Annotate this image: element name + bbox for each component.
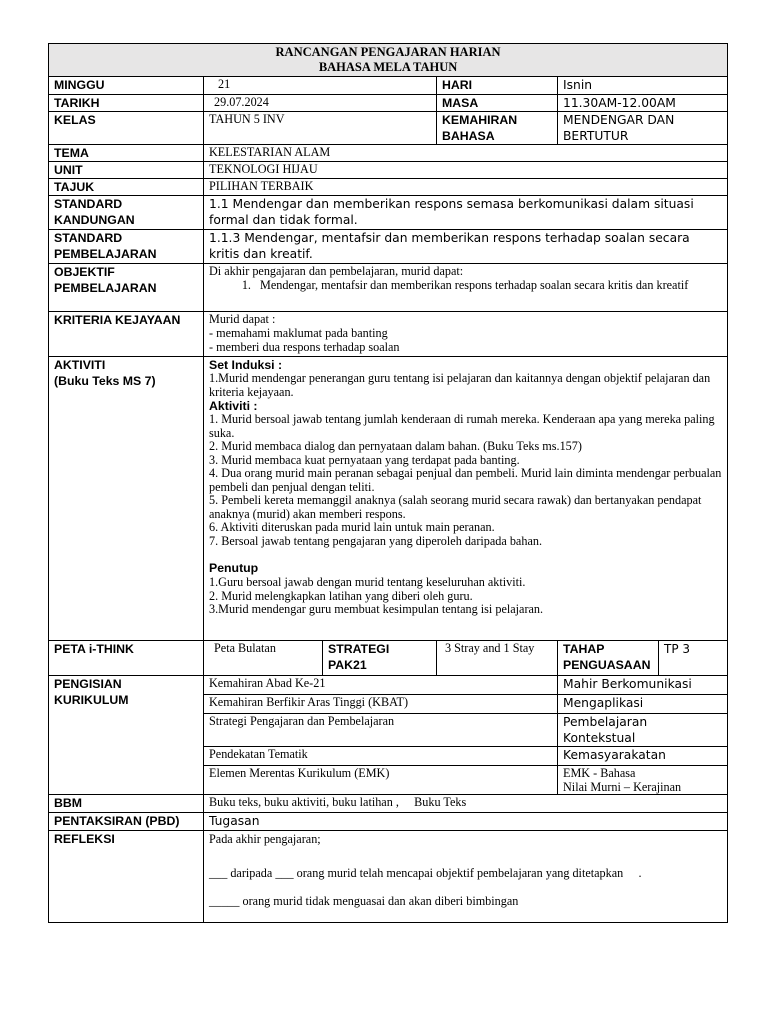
- kriteria-line: Murid dapat :: [209, 312, 276, 326]
- aktiviti-step: 1. Murid bersoal jawab tentang jumlah kenderaan di rumah mereka. Kenderaan apa yang mereka paling suka.: [209, 412, 715, 440]
- kriteria-row: [49, 312, 728, 357]
- tarikh-label: TARIKH: [49, 95, 204, 112]
- tajuk-row: [49, 179, 728, 196]
- bbm-value: Buku teks, buku aktiviti, buku latihan , Buku Teks: [204, 795, 728, 813]
- masa-value: 11.30AM-12.00AM: [558, 95, 728, 112]
- kelas-value: TAHUN 5 INV: [204, 112, 437, 145]
- emk-line: Nilai Murni – Kerajinan: [563, 780, 682, 795]
- tajuk-label: TAJUK: [49, 179, 204, 196]
- aktiviti-label-line-1: AKTIVITI: [54, 358, 106, 372]
- strategi-label: STRATEGI PAK21: [323, 641, 437, 676]
- standard-kandungan-label: [49, 196, 204, 230]
- pentaksiran-label: PENTAKSIRAN (PBD): [49, 813, 204, 831]
- aktiviti-heading: Aktiviti :: [209, 399, 258, 413]
- bbm-row: [49, 795, 728, 813]
- pengisian-item-name: Strategi Pengajaran dan Pembelajaran: [204, 714, 558, 747]
- minggu-value: 21: [204, 77, 437, 95]
- objektif-label-line-1: OBJEKTIF: [54, 265, 115, 279]
- page-title: RANCANGAN PENGAJARAN HARIAN: [275, 45, 501, 59]
- hari-label: HARI: [437, 77, 558, 95]
- pengisian-item-value: Mengaplikasi: [558, 695, 728, 714]
- hari-value: Isnin: [558, 77, 728, 95]
- aktiviti-step: 7. Bersoal jawab tentang pengajaran yang diperoleh daripada bahan.: [209, 533, 542, 548]
- objektif-list: [209, 278, 722, 292]
- peta-label: PETA i-THINK: [49, 641, 204, 676]
- induksi-text: 1.Murid mendengar penerangan guru tentang isi pelajaran dan kaitannya dengan objektif pelajaran dan kriteria kejayaan.: [209, 371, 711, 399]
- standard-pembelajaran-label-line-2: PEMBELAJARAN: [54, 247, 157, 261]
- tarikh-row: [49, 95, 728, 112]
- pengisian-label: PENGISIAN KURIKULUM: [49, 676, 204, 795]
- aktiviti-label-line-2: (Buku Teks MS 7): [54, 374, 156, 388]
- tahap-label-line-2: PENGUASAAN: [563, 658, 651, 672]
- aktiviti-step: 3. Murid membaca kuat pernyataan yang terdapat pada banting.: [209, 452, 520, 467]
- unit-label: UNIT: [49, 162, 204, 179]
- standard-pembelajaran-label: [49, 230, 204, 264]
- objektif-intro: Di akhir pengajaran dan pembelajaran, murid dapat:: [209, 264, 464, 278]
- peta-value: Peta Bulatan: [204, 641, 323, 676]
- standard-pembelajaran-label-line-1: STANDARD: [54, 231, 123, 245]
- peta-row: [49, 641, 728, 676]
- tema-value: KELESTARIAN ALAM: [204, 145, 728, 162]
- aktiviti-value: [204, 357, 728, 641]
- standard-kandungan-row: [49, 196, 728, 230]
- aktiviti-row: [49, 357, 728, 641]
- masa-label: MASA: [437, 95, 558, 112]
- tajuk-value: PILIHAN TERBAIK: [204, 179, 728, 196]
- kriteria-line: - memberi dua respons terhadap soalan: [209, 340, 400, 355]
- objektif-item: 1. Mendengar, mentafsir dan memberikan respons terhadap soalan secara kritis dan kreatif: [254, 278, 722, 292]
- pengisian-item-name: Kemahiran Abad Ke-21: [204, 676, 558, 695]
- tema-label: TEMA: [49, 145, 204, 162]
- kriteria-label: KRITERIA KEJAYAAN: [49, 312, 204, 357]
- penutup-step: 1.Guru bersoal jawab dengan murid tentang keseluruhan aktiviti.: [209, 575, 526, 589]
- pengisian-item-value: [558, 766, 728, 795]
- pengisian-item-value: Kemasyarakatan: [558, 747, 728, 766]
- pengisian-item-value: Pembelajaran Kontekstual: [558, 714, 728, 747]
- strategi-value: 3 Stray and 1 Stay: [437, 641, 558, 676]
- refleksi-label: REFLEKSI: [49, 831, 204, 923]
- tahap-value: TP 3: [659, 641, 728, 676]
- kriteria-line: - memahami maklumat pada banting: [209, 326, 388, 341]
- emk-line: EMK - Bahasa: [563, 766, 636, 780]
- standard-kandungan-label-line-1: STANDARD: [54, 197, 123, 211]
- aktiviti-step: 5. Pembeli kereta memanggil anaknya (salah seorang murid secara rawak) dan bertanyakan pendapat anaknya (murid) akan memberi respons.: [209, 493, 702, 521]
- standard-pembelajaran-row: [49, 230, 728, 264]
- title-cell: [49, 44, 728, 77]
- objektif-label: [49, 264, 204, 312]
- aktiviti-label: [49, 357, 204, 641]
- tema-row: [49, 145, 728, 162]
- penutup-step: 2. Murid melengkapkan latihan yang diberi oleh guru.: [209, 588, 473, 603]
- pentaksiran-value: Tugasan: [204, 813, 728, 831]
- pengisian-item-name: Elemen Merentas Kurikulum (EMK): [204, 766, 558, 795]
- tarikh-value: 29.07.2024: [204, 95, 437, 112]
- lesson-plan-table: [48, 43, 728, 923]
- standard-kandungan-value: 1.1 Mendengar dan memberikan respons semasa berkomunikasi dalam situasi formal dan tidak formal.: [204, 196, 728, 230]
- standard-pembelajaran-value: 1.1.3 Mendengar, mentafsir dan memberikan respons terhadap soalan secara kritis dan kreatif.: [204, 230, 728, 264]
- bbm-label: BBM: [49, 795, 204, 813]
- pengisian-item-name: Kemahiran Berfikir Aras Tinggi (KBAT): [204, 695, 558, 714]
- pengisian-row: [49, 676, 728, 695]
- page-subtitle: BAHASA MELA TAHUN: [318, 60, 458, 74]
- induksi-heading: Set Induksi :: [209, 358, 283, 372]
- aktiviti-step: 4. Dua orang murid main peranan sebagai penjual dan pembeli. Murid lain diminta mendengar perbualan pembeli dan penjual dengan teliti.: [209, 466, 722, 494]
- kelas-label: KELAS: [49, 112, 204, 145]
- objektif-value: [204, 264, 728, 312]
- objektif-label-line-2: PEMBELAJARAN: [54, 281, 157, 295]
- standard-kandungan-label-line-2: KANDUNGAN: [54, 213, 135, 227]
- pengisian-item-value: Mahir Berkomunikasi: [558, 676, 728, 695]
- kriteria-value: [204, 312, 728, 357]
- penutup-heading: Penutup: [209, 561, 259, 575]
- unit-row: [49, 162, 728, 179]
- spacer: [209, 548, 722, 561]
- title-row: [49, 44, 728, 77]
- tahap-label-line-1: TAHAP: [563, 642, 605, 656]
- refleksi-value: [204, 831, 728, 923]
- pentaksiran-row: [49, 813, 728, 831]
- refleksi-line-1: Pada akhir pengajaran;: [209, 832, 321, 847]
- refleksi-row: [49, 831, 728, 923]
- kelas-row: [49, 112, 728, 145]
- refleksi-line-2: ___ daripada ___ orang murid telah mencapai objektif pembelajaran yang ditetapkan .: [209, 865, 642, 880]
- objektif-row: [49, 264, 728, 312]
- penutup-step: 3.Murid mendengar guru membuat kesimpulan tentang isi pelajaran.: [209, 602, 544, 616]
- kemahiran-value: MENDENGAR DAN BERTUTUR: [558, 112, 728, 145]
- refleksi-line-3: _____ orang murid tidak menguasai dan akan diberi bimbingan: [209, 893, 519, 908]
- aktiviti-step: 2. Murid membaca dialog dan pernyataan dalam bahan. (Buku Teks ms.157): [209, 439, 582, 453]
- minggu-row: [49, 77, 728, 95]
- kemahiran-label: KEMAHIRAN BAHASA: [437, 112, 558, 145]
- tahap-label: [558, 641, 659, 676]
- unit-value: TEKNOLOGI HIJAU: [204, 162, 728, 179]
- pengisian-item-name: Pendekatan Tematik: [204, 747, 558, 766]
- aktiviti-step: 6. Aktiviti diteruskan pada murid lain untuk main peranan.: [209, 520, 495, 534]
- lesson-plan-sheet: [48, 43, 727, 923]
- minggu-label: MINGGU: [49, 77, 204, 95]
